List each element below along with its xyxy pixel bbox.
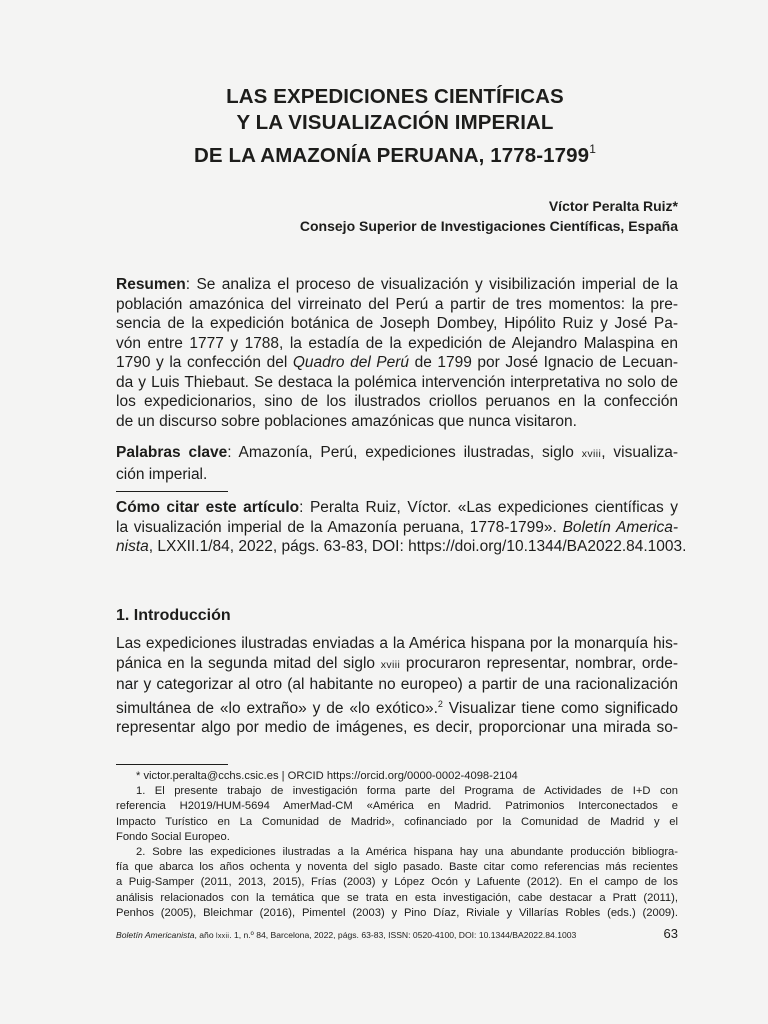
footnote-2-line-5: Penhos (2005), Bleichmar (2016), Pimentel (2003) y Pino Díaz, Riviale y Villarías Robles (eds.) (2009). (116, 906, 678, 919)
intro-century: xviii (380, 658, 401, 671)
title-line-3 (110, 136, 680, 169)
introduction-paragraph (116, 634, 678, 738)
article-title (110, 84, 680, 169)
abstract-line-7: los expedicionarios, sino de los ilustrados criollos peruanos en la confección (116, 393, 678, 410)
abstract-line-5 (116, 353, 678, 373)
footnote-2-line-4: análisis relacionados con la temática que se trata en esta investigación, cabe destacar a Pratt (2011), (116, 891, 678, 904)
abstract-line-6: da y Luis Thiebaut. Se destaca la polémica intervención interpretativa no solo de (116, 373, 678, 391)
intro-text: simultánea de «lo extraño» y de «lo exótico». (116, 699, 438, 717)
keywords (116, 443, 678, 484)
keywords-label: Palabras clave (116, 444, 228, 461)
footer-year: lxxii (216, 933, 230, 940)
abstract-line-4: vón entre 1777 y 1788, la estadía de la expedición de Alejandro Malaspina en (116, 334, 678, 352)
keywords-text: : Amazonía, Perú, expediciones ilustradas, siglo (227, 444, 582, 461)
title-line-1: LAS EXPEDICIONES CIENTÍFICAS (226, 85, 564, 108)
abstract-text: : Se analiza el proceso de visualización y visibilización imperial de la (185, 276, 678, 293)
intro-line-4 (116, 695, 678, 719)
author-name: Víctor Peralta Ruiz* (548, 198, 678, 214)
title-line-3-text: DE LA AMAZONÍA PERUANA, 1778-1799 (194, 144, 590, 167)
keywords-line-1 (116, 443, 678, 465)
intro-line-3: nar y categorizar al otro (al habitante no europeo) a partir de una racionalización (116, 676, 678, 693)
citation-line-2 (116, 518, 678, 538)
footnote-2-line-1: 2. Sobre las expediciones ilustradas a la América hispana hay una abundante producción bibliogra- (136, 846, 678, 859)
abstract (116, 275, 678, 431)
author-affiliation: Consejo Superior de Investigaciones Científicas, España (299, 218, 678, 234)
footnote-1-line-4: Fondo Social Europeo. (116, 830, 230, 843)
footnote-2-line-3: a Puig-Samper (2011, 2013, 2015), Frías (2003) y López Ocón y Lafuente (2012). En el campo de los (116, 876, 678, 889)
abstract-line-2: población amazónica del virreinato del Perú a partir de tres momentos: la pre- (116, 295, 678, 313)
abstract-line-1 (116, 275, 678, 295)
intro-text: Visualizar tiene como significado (442, 699, 679, 717)
intro-text: procuraron representar, nombrar, orde- (400, 654, 679, 672)
citation-text: : Peralta Ruiz, Víctor. «Las expediciones científicas y (299, 499, 679, 516)
abstract-label: Resumen (116, 276, 186, 293)
page-footer (116, 929, 678, 943)
citation-text: la visualización imperial de la Amazonía peruana, 1778-1799». (116, 518, 563, 536)
keywords-century: xviii (581, 448, 602, 460)
footnote-2-line-2: fía que abarca los años ochenta y noventa del siglo pasado. Baste citar como referencias más recientes (116, 861, 678, 874)
footer-text: , año (194, 930, 217, 940)
title-line-2: Y LA VISUALIZACIÓN IMPERIAL (236, 111, 554, 134)
abstract-line-3: sencia de la expedición botánica de Joseph Dombey, Hipólito Ruiz y José Pa- (116, 315, 678, 332)
citation-journal: nista (116, 538, 149, 555)
footer-text: . 1, n.º 84, Barcelona, 2022, págs. 63-83, ISSN: 0520-4100, DOI: 10.1344/BA2022.84.1003 (229, 930, 577, 940)
intro-text: pánica en la segunda mitad del siglo (116, 654, 381, 672)
keywords-line-2: ción imperial. (116, 465, 208, 483)
citation-doi[interactable]: , LXXII.1/84, 2022, págs. 63-83, DOI: https://doi.org/10.1344/BA2022.84.1003. (148, 538, 687, 555)
footnotes-divider (116, 764, 228, 765)
intro-line-2 (116, 654, 678, 676)
citation-line-1 (116, 498, 678, 518)
footnote-author-contact[interactable]: * victor.peralta@cchs.csic.es | ORCID https://orcid.org/0000-0002-4098-2104 (136, 770, 518, 782)
abstract-text: 1790 y la confección del (116, 354, 293, 371)
footer-reference (116, 929, 576, 943)
citation-label: Cómo citar este artículo (116, 499, 300, 516)
intro-footnote-ref[interactable]: 2 (437, 698, 443, 709)
footnote-1-line-1: 1. El presente trabajo de investigación forma parte del Programa de Actividades de I+D con (136, 785, 678, 798)
footnotes (116, 769, 678, 921)
intro-line-1: Las expediciones ilustradas enviadas a la América hispana por la monarquía his- (116, 635, 678, 652)
title-footnote-ref[interactable]: 1 (589, 142, 596, 156)
citation (116, 498, 687, 557)
citation-line-3 (116, 537, 687, 557)
intro-line-5: representar algo por medio de imágenes, es decir, proporcionar una mirada so- (116, 719, 678, 736)
citation-divider (116, 491, 228, 492)
footnote-1-line-2: referencia H2019/HUM-5694 AmerMad-CM «América en Madrid. Patrimonios Interconectados e (116, 800, 678, 813)
footer-journal: Boletín Americanista (116, 930, 195, 940)
keywords-text: , visualiza- (601, 444, 678, 461)
abstract-text: de 1799 por José Ignacio de Lecuan- (409, 354, 678, 371)
abstract-italic-title: Quadro del Perú (292, 354, 410, 371)
citation-journal: Boletín America- (562, 518, 679, 536)
abstract-line-8: de un discurso sobre poblaciones amazónicas que nunca visitaron. (116, 412, 577, 430)
section-heading: 1. Introducción (116, 607, 231, 624)
footnote-1-line-3: Impacto Turístico en La Comunidad de Madrid», cofinanciado por la Comunidad de Madrid y el (116, 815, 678, 828)
page-number: 63 (663, 926, 678, 941)
author-block (200, 196, 678, 236)
